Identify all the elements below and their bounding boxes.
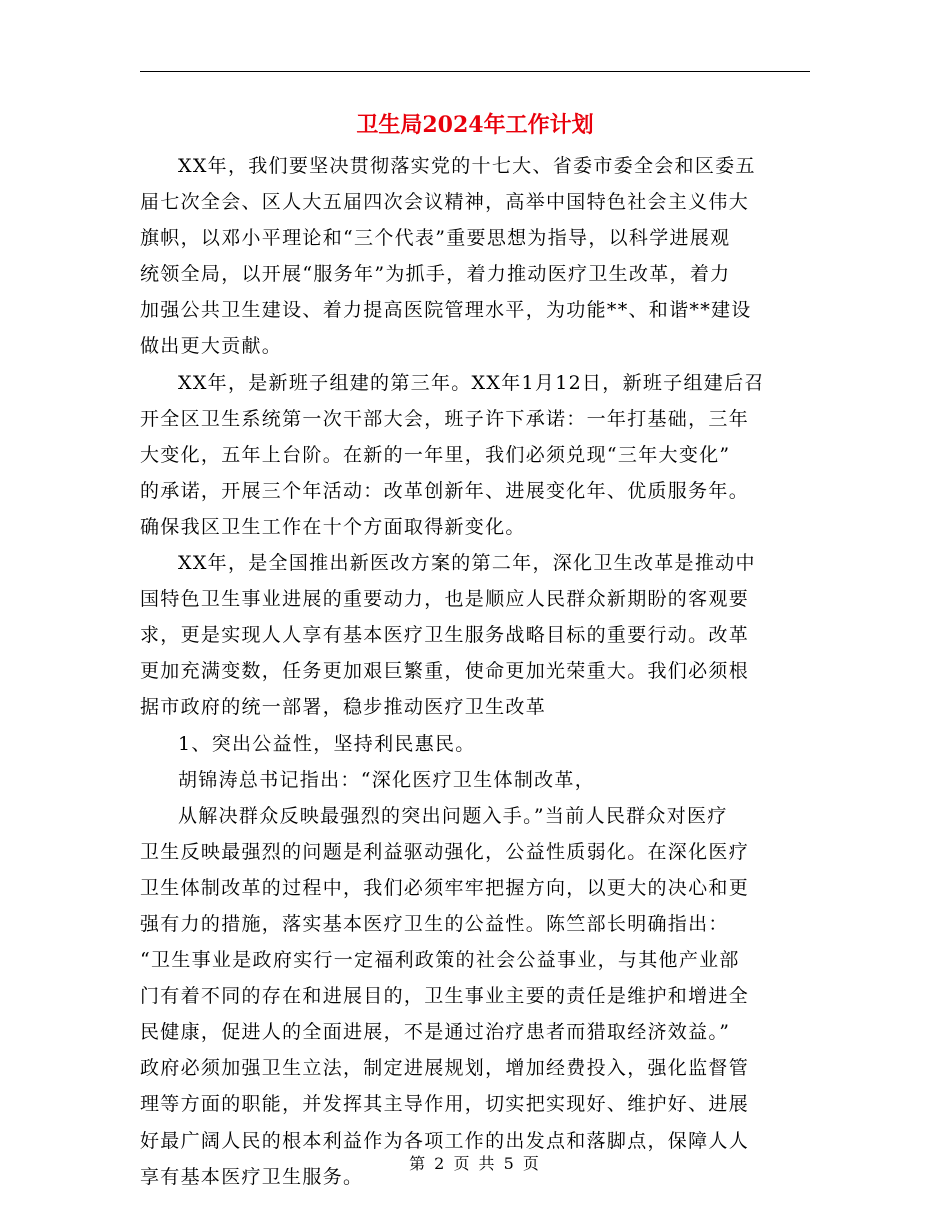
body-text-line: 加强公共卫生建设、着力提高医院管理水平，为功能**、和谐**建设 — [140, 299, 752, 322]
body-text-line: 理等方面的职能，并发挥其主导作用，切实把实现好、维护好、进展 — [140, 1093, 750, 1116]
body-text-line: 门有着不同的存在和进展目的，卫生事业主要的责任是维护和增进全 — [140, 985, 750, 1008]
body-text-line: 的承诺，开展三个年活动：改革创新年、进展变化年、优质服务年。 — [140, 479, 750, 502]
body-text-line: 胡锦涛总书记指出：“深化医疗卫生体制改革， — [178, 768, 596, 791]
body-text-line: 据市政府的统一部署，稳步推动医疗卫生改革 — [140, 696, 547, 719]
body-text-line: 从解决群众反映最强烈的突出问题入手。”当前人民群众对医疗 — [178, 804, 728, 827]
body-text-line: 卫生体制改革的过程中，我们必须牢牢把握方向，以更大的决心和更 — [140, 876, 750, 899]
body-text-line: 强有力的措施，落实基本医疗卫生的公益性。陈竺部长明确指出： — [140, 912, 729, 935]
body-text-line: 好最广阔人民的根本利益作为各项工作的出发点和落脚点，保障人人 — [140, 1129, 750, 1152]
page-footer — [0, 1152, 950, 1176]
header-rule — [140, 71, 810, 72]
body-text-line: 做出更大贡献。 — [140, 335, 283, 358]
body-text-line: 开全区卫生系统第一次干部大会，班子许下承诺：一年打基础，三年 — [140, 407, 750, 430]
body-text-line: “卫生事业是政府实行一定福利政策的社会公益事业，与其他产业部 — [140, 949, 740, 972]
body-text-line: 大变化，五年上台阶。在新的一年里，我们必须兑现“三年大变化” — [140, 443, 731, 466]
body-text-line: 求，更是实现人人享有基本医疗卫生服务战略目标的重要行动。改革 — [140, 624, 750, 647]
body-text-line: 更加充满变数，任务更加艰巨繁重，使命更加光荣重大。我们必须根 — [140, 660, 750, 683]
body-text-line: 享有基本医疗卫生服务。 — [140, 1165, 364, 1188]
body-text-line: XX年，是新班子组建的第三年。XX年1月12日，新班子组建后召 — [178, 371, 765, 394]
body-text-line: XX年，我们要坚决贯彻落实党的十七大、省委市委全会和区委五 — [178, 155, 756, 177]
body-text-line: 届七次全会、区人大五届四次会议精神，高举中国特色社会主义伟大 — [140, 191, 750, 214]
body-text-line: 政府必须加强卫生立法，制定进展规划，增加经费投入，强化监督管 — [140, 1057, 750, 1080]
body-text-line: XX年，是全国推出新医改方案的第二年，深化卫生改革是推动中 — [178, 552, 756, 575]
body-text-line: 卫生反映最强烈的问题是利益驱动强化，公益性质弱化。在深化医疗 — [140, 840, 750, 863]
body-text-line: 民健康，促进人的全面进展，不是通过治疗患者而猎取经济效益。” — [140, 1021, 731, 1044]
body-text-line: 旗帜，以邓小平理论和“三个代表”重要思想为指导，以科学进展观 — [140, 227, 731, 250]
page-number-label: 第 2 页 共 5 页 — [409, 1154, 541, 1173]
document-title: 卫生局2024年工作计划 — [356, 112, 594, 138]
body-text-line: 统领全局，以开展“服务年”为抓手，着力推动医疗卫生改革，着力 — [140, 263, 731, 286]
document-body — [140, 148, 810, 1195]
body-text-line: 国特色卫生事业进展的重要动力，也是顺应人民群众新期盼的客观要 — [140, 588, 750, 611]
body-text-line: 确保我区卫生工作在十个方面取得新变化。 — [140, 515, 526, 538]
body-text-line: 1、突出公益性，坚持利民惠民。 — [178, 732, 476, 755]
